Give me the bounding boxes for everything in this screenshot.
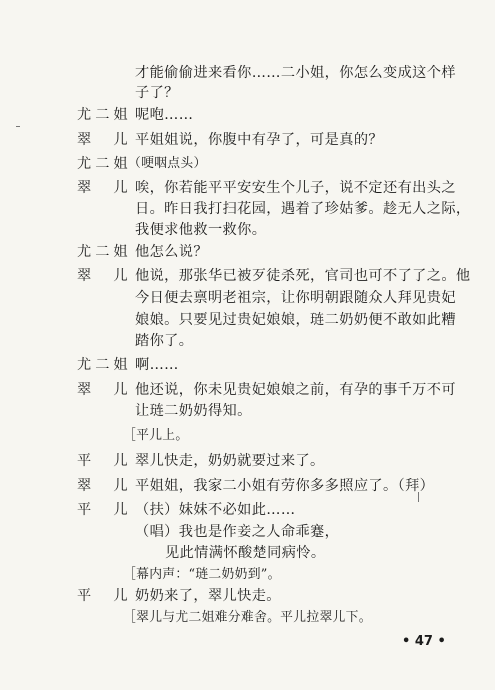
dialogue-line: 翠儿快走，奶奶就要过来了。 [135, 453, 325, 469]
speaker: 平 儿 [77, 588, 132, 604]
stage-direction: （哽咽点头） [128, 156, 207, 171]
stage-direction: ［幕内声：“琏二奶奶到”。 [123, 567, 281, 582]
stage-direction: ［翠儿与尤二姐难分难舍。平儿拉翠儿下。 [123, 610, 372, 625]
scan-mark [16, 126, 20, 127]
speaker: 翠 儿 [77, 132, 132, 148]
speaker: 翠 儿 [77, 268, 132, 284]
dialogue-line: 平姐姐，我家二小姐有劳你多多照应了。（拜） [135, 478, 435, 494]
dialogue-line: 唉，你若能平平安安生个儿子，说不定还有出头之 [135, 180, 456, 196]
dialogue-line: 子了？ [135, 85, 179, 101]
dialogue-line: 踏你了。 [135, 333, 194, 349]
dialogue-line: 我便求他救一救你。 [135, 222, 267, 238]
speaker: 翠 儿 [77, 478, 132, 494]
speaker: 尤二姐 [77, 357, 132, 373]
dialogue-line: 他还说，你未见贵妃娘娘之前，有孕的事千万不可 [135, 382, 456, 398]
dialogue-line: 呢咆…… [135, 107, 194, 123]
speaker: 尤二姐 [77, 156, 132, 172]
speaker: 尤二姐 [77, 244, 132, 260]
stage-direction: ［平儿上。 [123, 428, 189, 443]
dialogue-line: 日。昨日我打扫花园，遇着了珍姑爹。趁无人之际， [135, 201, 471, 217]
dialogue-line: 娘娘。只要见过贵妃娘娘，琏二奶奶便不敢如此糟 [135, 312, 456, 328]
speaker: 尤二姐 [77, 107, 132, 123]
dialogue-line: 奶奶来了，翠儿快走。 [135, 588, 281, 604]
speaker: 平 儿 [77, 502, 132, 518]
dialogue-line: 平姐姐说，你腹中有孕了，可是真的？ [135, 132, 383, 148]
dialogue-line: 啊…… [135, 357, 179, 373]
sung-verse: 见此情满怀酸楚同病怜。 [165, 545, 326, 561]
dialogue-line: 他怎么说？ [135, 244, 208, 260]
dialogue-line: 让琏二奶奶得知。 [135, 403, 252, 419]
speaker: 翠 儿 [77, 180, 132, 196]
page-number: • 47 • [402, 634, 446, 649]
dialogue-line: 今日便去禀明老祖宗，让你明朝跟随众人拜见贵妃 [135, 290, 456, 306]
dialogue-line: 才能偷偷进来看你……二小姐，你怎么变成这个样 [135, 65, 456, 81]
speaker: 翠 儿 [77, 382, 132, 398]
sung-verse: （唱）我也是作妾之人命乖蹇， [135, 524, 340, 540]
speaker: 平 儿 [77, 453, 132, 469]
dialogue-line: （扶）妹妹不必如此…… [135, 502, 296, 518]
dialogue-line: 他说，那张华已被歹徒杀死，官司也可不了了之。他 [135, 268, 471, 284]
